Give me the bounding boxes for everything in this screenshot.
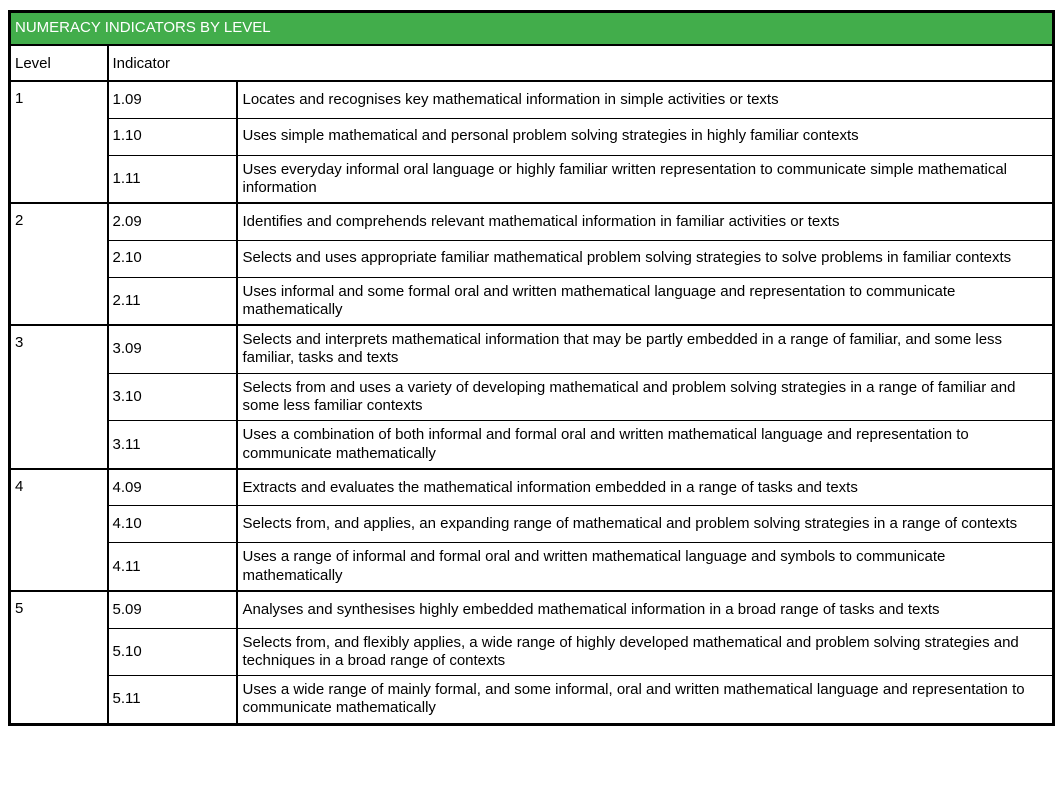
level-cell: 4 — [10, 469, 108, 591]
indicator-code-cell: 1.09 — [108, 81, 237, 118]
indicator-row — [10, 543, 1054, 591]
indicator-code-cell: 5.11 — [108, 676, 237, 725]
indicator-description-cell: Extracts and evaluates the mathematical information embedded in a range of tasks and texts — [237, 469, 1054, 506]
table-title-row — [10, 12, 1054, 46]
indicator-code-cell: 2.11 — [108, 277, 237, 325]
indicator-code-cell: 2.09 — [108, 203, 237, 240]
indicator-description-cell: Selects from and uses a variety of developing mathematical and problem solving strategies in a range of familiar and some less familiar contexts — [237, 373, 1054, 421]
level-cell: 2 — [10, 203, 108, 325]
numeracy-indicators-table — [8, 10, 1055, 726]
level-cell: 5 — [10, 591, 108, 724]
level-column-header: Level — [10, 45, 108, 81]
indicator-row — [10, 628, 1054, 676]
indicator-description-cell: Uses a wide range of mainly formal, and some informal, oral and written mathematical language and representation to communicate mathematically — [237, 676, 1054, 725]
indicator-description-cell: Analyses and synthesises highly embedded mathematical information in a broad range of tasks and texts — [237, 591, 1054, 628]
indicator-description-cell: Selects and interprets mathematical information that may be partly embedded in a range of familiar, and some less familiar, tasks and texts — [237, 325, 1054, 373]
indicator-row — [10, 325, 1054, 373]
indicator-description-cell: Selects and uses appropriate familiar mathematical problem solving strategies to solve problems in familiar contexts — [237, 240, 1054, 277]
indicator-description-cell: Selects from, and flexibly applies, a wide range of highly developed mathematical and problem solving strategies and techniques in a broad range of contexts — [237, 628, 1054, 676]
indicator-description-cell: Uses everyday informal oral language or highly familiar written representation to communicate simple mathematical information — [237, 155, 1054, 203]
indicator-row — [10, 277, 1054, 325]
indicator-description-cell: Uses simple mathematical and personal problem solving strategies in highly familiar contexts — [237, 118, 1054, 155]
indicator-code-cell: 2.10 — [108, 240, 237, 277]
indicator-code-cell: 1.11 — [108, 155, 237, 203]
indicator-code-cell: 1.10 — [108, 118, 237, 155]
indicator-code-cell: 4.09 — [108, 469, 237, 506]
indicator-description-cell: Uses a combination of both informal and formal oral and written mathematical language and representation to communicate mathematically — [237, 421, 1054, 469]
indicator-code-cell: 4.11 — [108, 543, 237, 591]
indicator-description-cell: Uses a range of informal and formal oral and written mathematical language and symbols to communicate mathematically — [237, 543, 1054, 591]
table-title: NUMERACY INDICATORS BY LEVEL — [10, 12, 1054, 46]
column-header-row — [10, 45, 1054, 81]
indicator-code-cell: 3.11 — [108, 421, 237, 469]
indicator-description-cell: Locates and recognises key mathematical information in simple activities or texts — [237, 81, 1054, 118]
indicator-row — [10, 469, 1054, 506]
indicator-row — [10, 591, 1054, 628]
indicator-description-cell: Identifies and comprehends relevant mathematical information in familiar activities or texts — [237, 203, 1054, 240]
indicator-row — [10, 240, 1054, 277]
level-cell: 3 — [10, 325, 108, 469]
level-cell: 1 — [10, 81, 108, 203]
indicator-column-header: Indicator — [108, 45, 1054, 81]
indicator-row — [10, 155, 1054, 203]
indicator-row — [10, 203, 1054, 240]
indicator-code-cell: 5.09 — [108, 591, 237, 628]
indicator-description-cell: Uses informal and some formal oral and written mathematical language and representation to communicate mathematically — [237, 277, 1054, 325]
indicator-row — [10, 118, 1054, 155]
indicator-row — [10, 421, 1054, 469]
indicator-code-cell: 5.10 — [108, 628, 237, 676]
indicator-code-cell: 3.10 — [108, 373, 237, 421]
indicator-code-cell: 3.09 — [108, 325, 237, 373]
indicator-row — [10, 676, 1054, 725]
indicator-row — [10, 373, 1054, 421]
indicator-code-cell: 4.10 — [108, 506, 237, 543]
indicator-row — [10, 81, 1054, 118]
indicator-rows — [10, 81, 1054, 724]
indicator-description-cell: Selects from, and applies, an expanding range of mathematical and problem solving strategies in a range of contexts — [237, 506, 1054, 543]
indicator-row — [10, 506, 1054, 543]
